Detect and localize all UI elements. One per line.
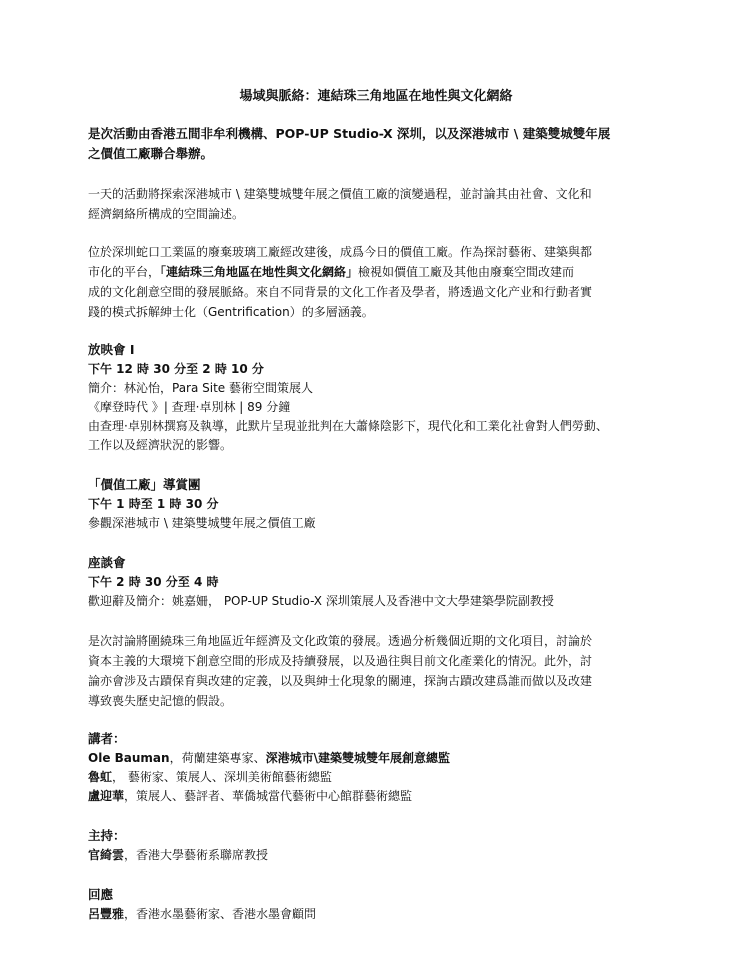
intro-line: 是次活動由香港五間非牟利機構、POP-UP Studio-X 深圳，以及深港城市 \ 建築雙城雙年展 xyxy=(88,126,611,141)
host-section xyxy=(88,826,664,865)
film-description: 由查理·卓别林撰寫及執導，此默片呈現並批判在大蕭條陰影下，現代化和工業化社會對人們勞動、 xyxy=(88,419,608,433)
paragraph-line: 位於深圳蛇口工業區的廢棄玻璃工廠經改建後，成爲今日的價值工廠。作為探討藝術、建築與都 xyxy=(88,245,593,259)
host-role: ，香港大學藝術系聯席教授 xyxy=(124,848,269,862)
text-span: 市化的平台， xyxy=(88,265,161,279)
section-heading: 回應 xyxy=(88,887,114,902)
overview-paragraph xyxy=(88,184,664,224)
paragraph-line: 是次討論將圍繞珠三角地區近年經濟及文化政策的發展。透過分析幾個近期的文化項目，討論於 xyxy=(88,634,593,648)
respondent-item xyxy=(88,905,664,924)
section-heading: 座談會 xyxy=(88,555,126,570)
paragraph-line: 成的文化創意空間的發展脈絡。來自不同背景的文化工作者及學者，將透過文化产业和行動者實 xyxy=(88,285,593,299)
response-section xyxy=(88,885,664,924)
welcome-speech: 歡迎辭及簡介：姚嘉姍， POP-UP Studio-X 深圳策展人及香港中文大學建築學院副教授 xyxy=(88,594,554,608)
speaker-item xyxy=(88,768,664,787)
speaker-name: 盧迎華 xyxy=(88,789,125,803)
respondent-name: 呂豐雅 xyxy=(88,907,125,921)
speaker-name: Ole Bauman xyxy=(88,751,170,765)
screening-intro: 簡介：林沁怡，Para Site 藝術空間策展人 xyxy=(88,381,314,395)
tour-section xyxy=(88,475,664,533)
film-info: 《摩登時代 》| 查理·卓別林 | 89 分鐘 xyxy=(88,400,291,414)
paragraph-line: 經濟網絡所構成的空間論述。 xyxy=(88,207,245,221)
text-span: 檢視如價值工廠及其他由廢棄空間改建而 xyxy=(358,265,575,279)
speakers-section xyxy=(88,729,664,806)
host-name: 官綺雲 xyxy=(88,848,125,862)
speaker-role-highlight: 深港城市\建築雙城雙年展創意總監 xyxy=(265,751,450,765)
forum-description xyxy=(88,631,664,711)
section-heading: 主持： xyxy=(88,828,126,843)
host-item xyxy=(88,846,664,865)
section-heading: 「價值工廠」導賞團 xyxy=(88,477,201,492)
forum-section xyxy=(88,553,664,611)
paragraph-line xyxy=(88,262,664,282)
section-time: 下午 12 時 30 分至 2 時 10 分 xyxy=(88,362,264,376)
paragraph-line: 導致喪失歷史記憶的假設。 xyxy=(88,694,233,708)
speaker-role: ，策展人、藝評者、華僑城當代藝術中心館群藝術總監 xyxy=(124,789,413,803)
paragraph-line: 資本主義的大環境下創意空間的形成及持續發展，以及過往與目前文化產業化的情況。此外，討 xyxy=(88,654,593,668)
intro-paragraph xyxy=(88,124,664,164)
speaker-name: 魯虹 xyxy=(88,770,113,784)
screening-section xyxy=(88,340,664,455)
section-time: 下午 1 時至 1 時 30 分 xyxy=(88,497,219,511)
paragraph-line: 一天的活動將探索深港城市 \ 建築雙城雙年展之價值工廠的演變過程，並討論其由社會、文化和 xyxy=(88,187,592,201)
section-heading: 講者： xyxy=(88,731,126,746)
speaker-role: ，荷蘭建築專家、 xyxy=(169,751,266,765)
speaker-item xyxy=(88,787,664,806)
event-name-highlight: 「連結珠三角地區在地性與文化網絡」 xyxy=(160,265,359,279)
tour-description: 參觀深港城市 \ 建築雙城雙年展之價值工廠 xyxy=(88,516,316,530)
speaker-role: ， 藝術家、策展人、深圳美術館藝術總監 xyxy=(112,770,332,784)
paragraph-line: 論亦會涉及古蹟保育與改建的定義，以及與紳士化現象的關連，探詢古蹟改建爲誰而做以及改建 xyxy=(88,674,593,688)
paragraph-line: 踐的模式拆解紳士化（Gentrification）的多層涵義。 xyxy=(88,305,374,319)
respondent-role: ，香港水墨藝術家、香港水墨會顧問 xyxy=(124,907,317,921)
page-title: 場域與脈絡：連結珠三角地區在地性與文化網絡 xyxy=(239,89,513,104)
film-description: 工作以及經濟狀況的影響。 xyxy=(88,438,233,452)
background-paragraph xyxy=(88,242,664,322)
speaker-item xyxy=(88,749,664,768)
intro-line: 之價值工廠聯合舉辦。 xyxy=(88,146,214,161)
section-time: 下午 2 時 30 分至 4 時 xyxy=(88,575,219,589)
section-heading: 放映會 I xyxy=(88,342,135,357)
